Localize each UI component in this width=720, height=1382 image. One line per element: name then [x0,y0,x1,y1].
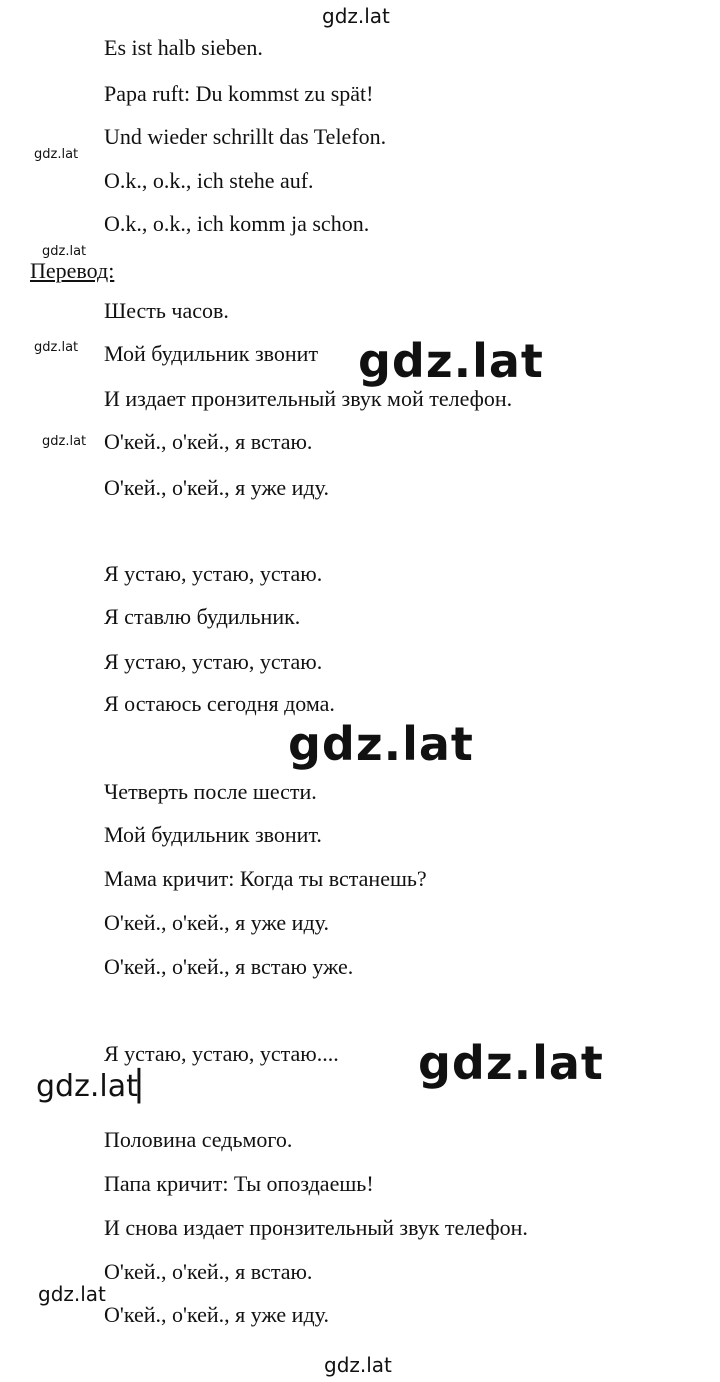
translation-line-1: Шесть часов. [104,298,229,323]
watermark-left-2: gdz.lat [42,244,87,259]
watermark-large-3: gdz.lat [418,1036,604,1090]
translation-line-4: О'кей., о'кей., я встаю. [104,429,313,454]
translation-line-18: И снова издает пронзительный звук телефон. [104,1215,528,1240]
watermark-bottom: gdz.lat [324,1353,392,1377]
translation-line-8: Я устаю, устаю, устаю. [104,649,323,674]
watermark-top: gdz.lat [322,4,390,28]
german-line-4: O.k., o.k., ich stehe auf. [104,168,314,193]
translation-line-14: О'кей., о'кей., я встаю уже. [104,954,354,979]
translation-line-3: И издает пронзительный звук мой телефон. [104,386,513,411]
german-line-5: O.k., o.k., ich komm ja schon. [104,211,370,236]
translation-heading: Перевод: [30,258,115,283]
german-line-2: Papa ruft: Du kommst zu spät! [104,81,374,106]
watermark-left-1: gdz.lat [34,147,79,162]
watermark-large-2: gdz.lat [288,717,474,771]
translation-line-11: Мой будильник звонит. [104,822,322,847]
watermark-left-3: gdz.lat [34,340,79,355]
translation-line-16: Половина седьмого. [104,1127,293,1152]
watermark-left-5: gdz.lat▏ [36,1069,161,1104]
watermark-left-6: gdz.lat [38,1282,106,1306]
translation-line-19: О'кей., о'кей., я встаю. [104,1259,313,1284]
translation-line-10: Четверть после шести. [104,779,317,804]
watermark-left-4: gdz.lat [42,434,87,449]
translation-line-6: Я устаю, устаю, устаю. [104,561,323,586]
watermark-large-1: gdz.lat [358,334,544,388]
german-line-3: Und wieder schrillt das Telefon. [104,124,387,149]
translation-line-20: О'кей., о'кей., я уже иду. [104,1302,329,1327]
translation-line-17: Папа кричит: Ты опоздаешь! [104,1171,374,1196]
translation-line-12: Мама кричит: Когда ты встанешь? [104,866,427,891]
translation-line-2: Мой будильник звонит [104,341,319,366]
translation-line-15: Я устаю, устаю, устаю.... [104,1041,339,1066]
german-line-1: Es ist halb sieben. [104,35,263,60]
translation-line-5: О'кей., о'кей., я уже иду. [104,475,329,500]
translation-line-13: О'кей., о'кей., я уже иду. [104,910,329,935]
translation-line-9: Я остаюсь сегодня дома. [104,691,335,716]
translation-line-7: Я ставлю будильник. [104,604,301,629]
